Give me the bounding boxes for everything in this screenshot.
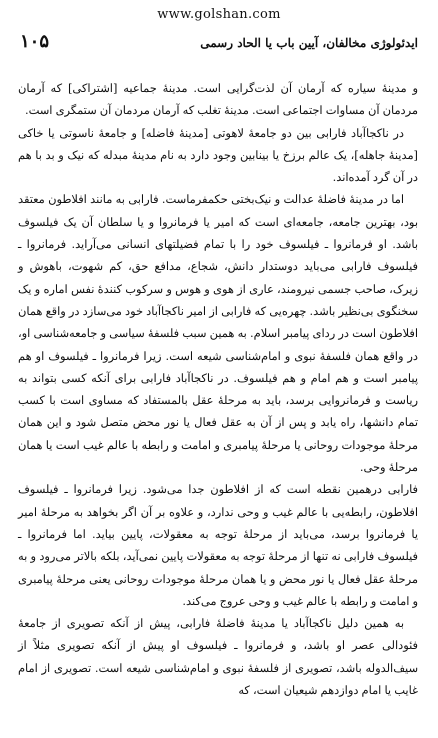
paragraph: در ناکجاآباد فارابی بین دو جامعهٔ لاهوتی [مدینهٔ فاضله] و جامعهٔ ناسوتی یا خاکی [مدینهٔ جاهله]، یک عالم برزخ یا بینابین وجود دارد به نام مدینهٔ مبدله که نیک و بد با هم در آن گرد آمده‌اند. (18, 125, 418, 185)
paragraph: فارابی درهمین نقطه است که از افلاطون جدا می‌شود. زیرا فرمانروا ـ فیلسوف افلاطون، رابطه‌یی با عالم غیب و وحی ندارد، و علاوه بر آن اگر بخواهد به مرحلهٔ امیر یا فرمانروا برسد، می‌باید از مرحلهٔ توجه به معقولات، پایین بیاید. اما فرمانروا ـ فیلسوف فارابی نه تنها از مرحلهٔ توجه به معقولات پایین نمی‌آید، بلکه بالاتر می‌رود و به مرحلهٔ عقل فعال یا نور محض و یا همان مرحلهٔ موجودات روحانی یعنی مرحلهٔ پیامبری و امامت و رابطه با عالم غیب و وحی عروج می‌کند. (18, 482, 418, 608)
paragraph: به همین دلیل ناکجاآباد یا مدینهٔ فاضلهٔ فارابی، پیش از آنکه تصویری از جامعهٔ فئودالی عصر او باشد، و فرمانروا ـ فیلسوف او پیش از آنکه تصویری مثلاً از سیف‌الدوله باشد، تصویری از فلسفهٔ نبوی و امام‌شناسی شیعه است. تصویری از امام غایب یا امام دوازدهم شیعیان است، که (18, 616, 418, 698)
site-url: www.golshan.com (157, 7, 281, 22)
page-number: ۱۰۵ (20, 31, 50, 52)
paragraph: و مدینهٔ سیاره که آرمان آن لذت‌گرایی است. مدینهٔ جماعیه [اشتراکی] که آرمان مردمان آن مساوات اجتماعی است. مدینهٔ تغلب که آرمان مردمان آن ستمگری است. (18, 81, 418, 118)
paragraph: اما در مدینهٔ فاضلهٔ عدالت و نیک‌بختی حکمفرماست. فارابی به مانند افلاطون معتقد بود، بهترین جامعه، جامعه‌ای است که امیر یا فرمانروا و یا سلطان آن یک فیلسوف باشد. او فرمانروا ـ فیلسوف خود را با تمام فضیلتهای انسانی می‌آراید. فرمانروا ـ فیلسوف فارابی می‌باید دوستدار دانش، شجاع، مدافع حق، کم شهوت، باهوش و زیرک، صاحب جسمی نیرومند، عاری از هوی و هوس و سرکوب کنندهٔ نفس اماره و یک سخنگوی بی‌نظیر باشد. چهره‌یی که فارابی از امیر ناکجاآباد خود می‌سازد در واقع همان افلاطون است در ردای پیامبر اسلام. به همین سبب فلسفهٔ سیاسی و جامعه‌شناسی او، در واقع همان فلسفهٔ نبوی و امام‌شناسی شیعه است. زیرا فرمانروا ـ فیلسوف او هم پیامبر است و هم امام و هم فیلسوف. در ناکجاآباد فارابی برای آنکه کسی بتواند به ریاست و فرمانروایی برسد، باید به مرحلهٔ عقل بالمستفاد که مساوی است با کسب تمام دانشها، راه یابد و پس از آن به عقل فعال یا نور محض متصل شود و این همان مرحلهٔ موجودات روحانی یا مرحلهٔ پیامبری و امامت و رابطه با عالم غیب است یا همان مرحلهٔ وحی. (18, 192, 418, 475)
page-header (20, 33, 418, 55)
running-title: ایدئولوژی مخالفان، آیین باب یا الحاد رسمی (200, 36, 418, 50)
body-text (18, 77, 418, 701)
